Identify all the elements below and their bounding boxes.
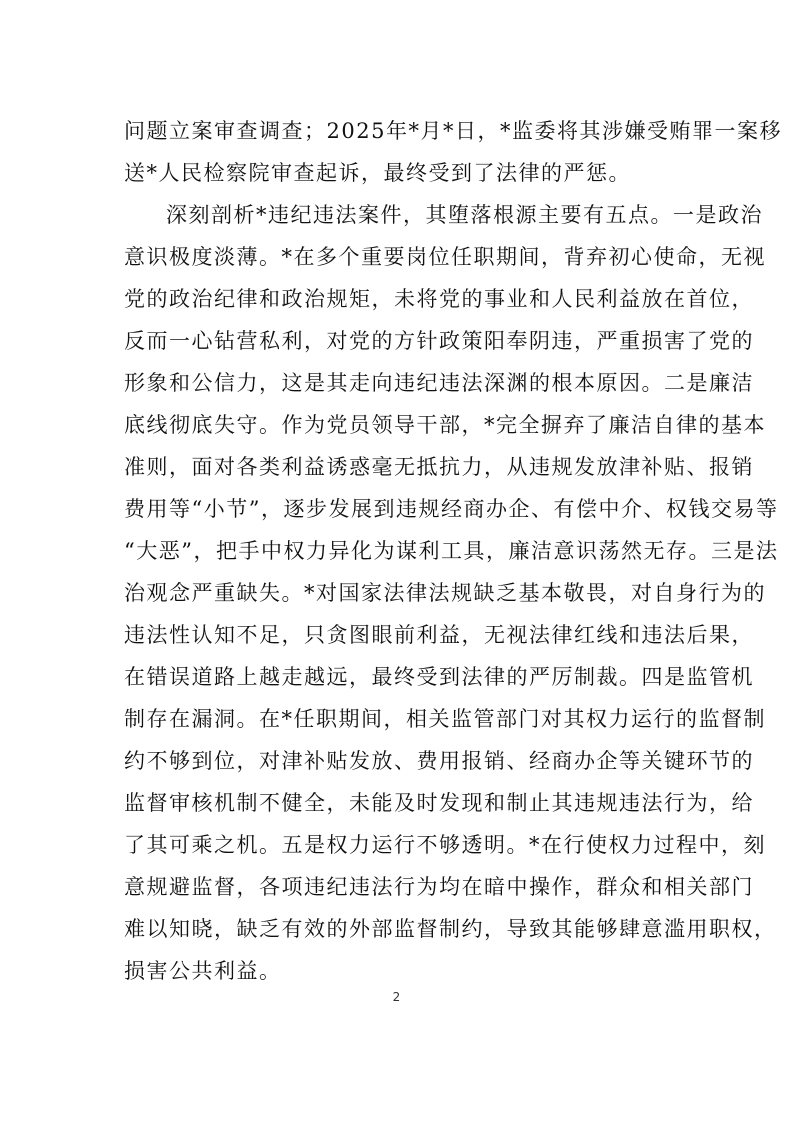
- page-number: 2: [392, 990, 401, 1004]
- paragraph-line: 损害公共利益。: [124, 959, 282, 983]
- paragraph-line: 反而一心钻营私利，对党的方针政策阳奉阴违，严重损害了党的: [124, 329, 754, 353]
- paragraph-line: 准则，面对各类利益诱惑毫无抵抗力，从违规发放津补贴、报销: [124, 455, 754, 479]
- paragraph-line: 问题立案审查调查；2025年*月*日，*监委将其涉嫌受贿罪一案移: [124, 119, 782, 143]
- paragraph-line: 深刻剖析*违纪违法案件，其堕落根源主要有五点。一是政治: [166, 203, 763, 227]
- paragraph-line: 制存在漏洞。在*任职期间，相关监管部门对其权力运行的监督制: [124, 707, 766, 731]
- paragraph-line: 送*人民检察院审查起诉，最终受到了法律的严惩。: [124, 161, 631, 185]
- paragraph-line: 党的政治纪律和政治规矩，未将党的事业和人民利益放在首位，: [124, 287, 754, 311]
- paragraph-line: “大恶”，把手中权力异化为谋利工具，廉洁意识荡然无存。三是法: [124, 539, 779, 563]
- paragraph-line: 治观念严重缺失。*对国家法律法规缺乏基本敬畏，对自身行为的: [124, 581, 766, 605]
- paragraph-line: 形象和公信力，这是其走向违纪违法深渊的根本原因。二是廉洁: [124, 371, 754, 395]
- paragraph-line: 约不够到位，对津补贴发放、费用报销、经商办企等关键环节的: [124, 749, 754, 773]
- paragraph-line: 违法性认知不足，只贪图眼前利益，无视法律红线和违法后果，: [124, 623, 754, 647]
- paragraph-line: 意规避监督，各项违纪违法行为均在暗中操作，群众和相关部门: [124, 875, 754, 899]
- paragraph-line: 底线彻底失守。作为党员领导干部，*完全摒弃了廉洁自律的基本: [124, 413, 766, 437]
- paragraph-line: 难以知晓，缺乏有效的外部监督制约，导致其能够肆意滥用职权，: [124, 917, 777, 941]
- paragraph-line: 意识极度淡薄。*在多个重要岗位任职期间，背弃初心使命，无视: [124, 245, 766, 269]
- paragraph-line: 监督审核机制不健全，未能及时发现和制止其违规违法行为，给: [124, 791, 754, 815]
- paragraph-line: 了其可乘之机。五是权力运行不够透明。*在行使权力过程中，刻: [124, 833, 766, 857]
- paragraph-line: 费用等“小节”，逐步发展到违规经商办企、有偿中介、权钱交易等: [124, 497, 779, 521]
- paragraph-line: 在错误道路上越走越远，最终受到法律的严厉制裁。四是监管机: [124, 665, 754, 689]
- body-text: [124, 110, 782, 992]
